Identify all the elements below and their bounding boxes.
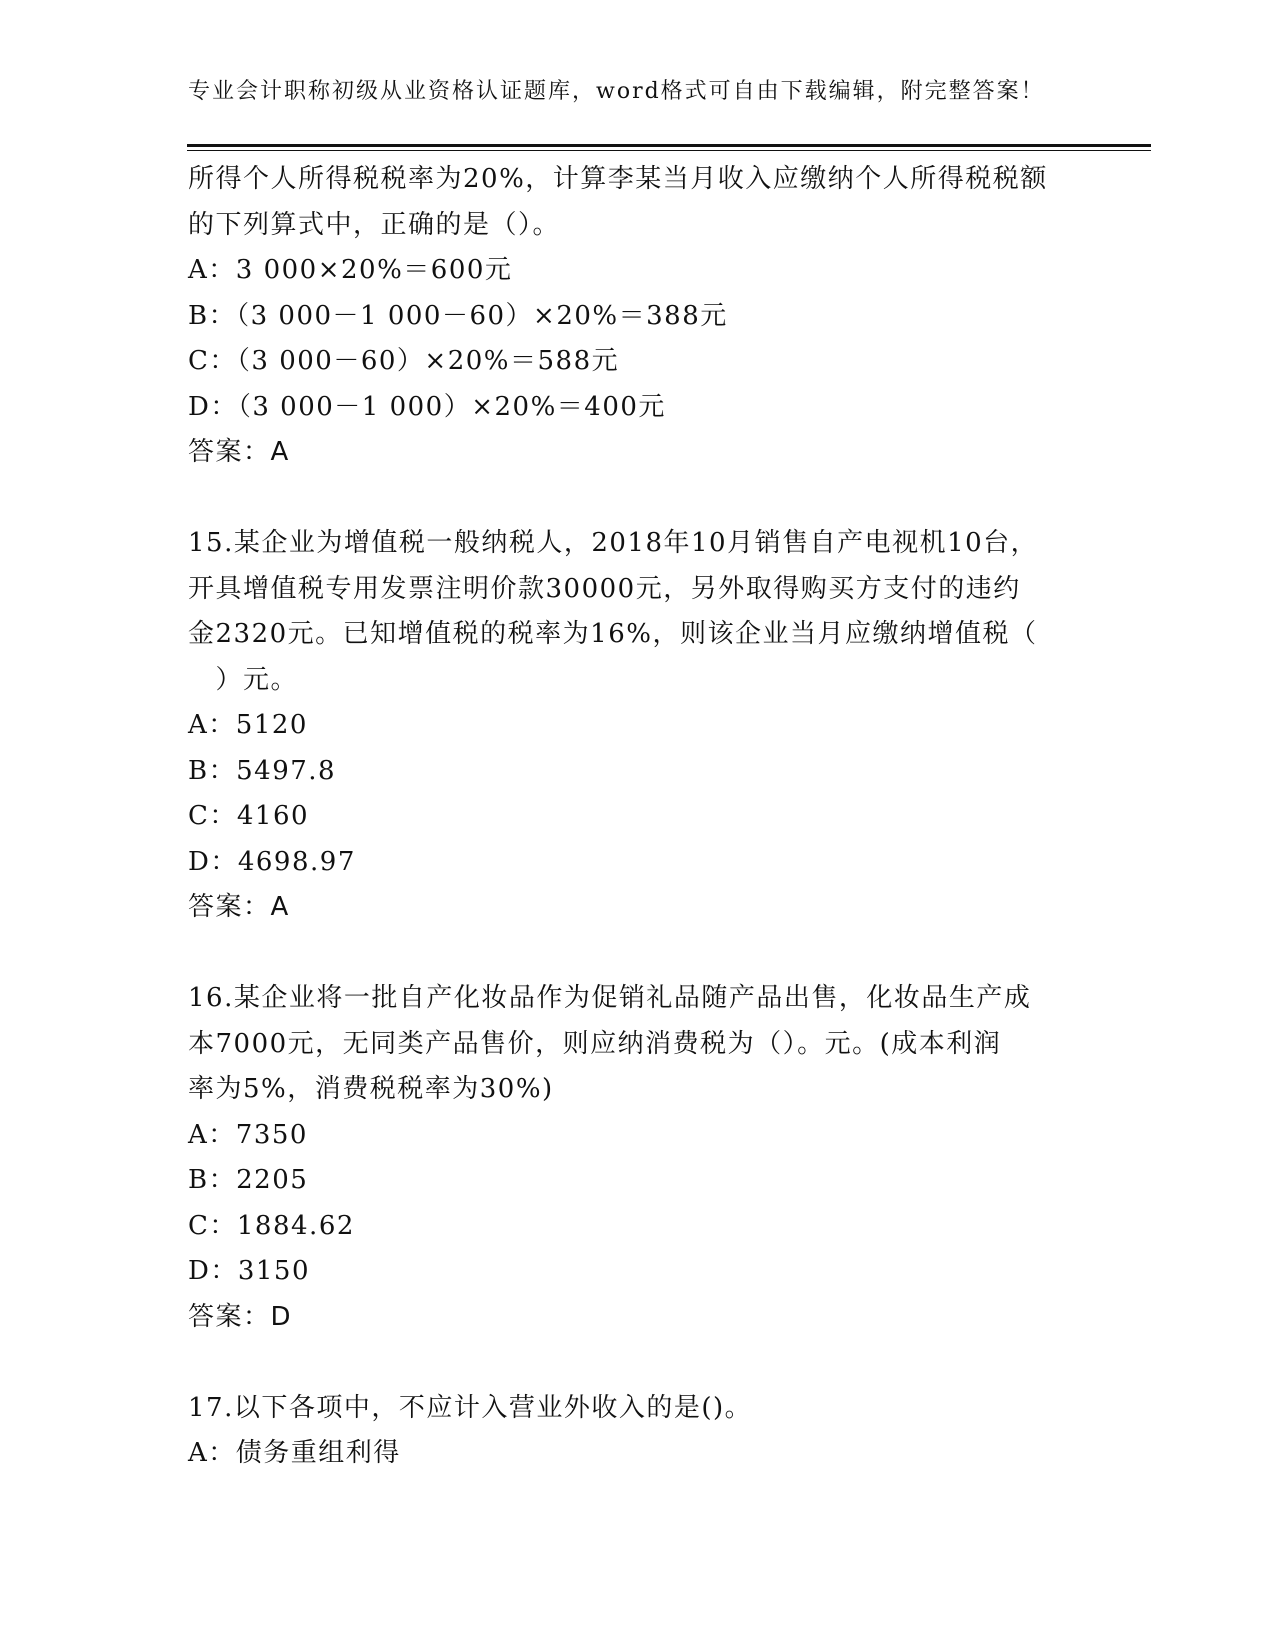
option-c: C：1884.62 <box>188 1210 355 1241</box>
question-stem-line: 金2320元。已知增值税的税率为16%，则该企业当月应缴纳增值税（ <box>188 619 1038 649</box>
option-a: A：债务重组利得 <box>188 1438 401 1468</box>
question-14-continued <box>188 157 1108 476</box>
question-stem-line: 所得个人所得税税率为20%，计算李某当月收入应缴纳个人所得税税额 <box>188 164 1048 194</box>
option-b: B：（3 000－1 000－60）×20%＝388元 <box>188 300 728 331</box>
header-rule-thin <box>187 150 1151 151</box>
question-gap <box>188 476 1108 522</box>
question-stem-line: 开具增值税专用发票注明价款30000元，另外取得购买方支付的违约 <box>188 573 1021 604</box>
option-a: A：7350 <box>188 1119 308 1150</box>
question-stem-line: 16.某企业将一批自产化妆品作为促销礼品随产品出售，化妆品生产成 <box>188 983 1032 1013</box>
question-15 <box>188 521 1108 931</box>
option-c: C：（3 000－60）×20%＝588元 <box>188 346 620 376</box>
question-stem-line: 的下列算式中，正确的是（）。 <box>188 209 561 240</box>
question-stem-line: ）元。 <box>188 664 299 695</box>
question-content <box>188 157 1108 1477</box>
page-header: 专业会计职称初级从业资格认证题库，word格式可自由下载编辑，附完整答案！ <box>188 79 1045 104</box>
option-a: A：5120 <box>188 710 308 740</box>
header-rule <box>187 144 1151 147</box>
question-stem-line: 17.以下各项中，不应计入营业外收入的是()。 <box>188 1392 753 1423</box>
answer-line: 答案：A <box>188 437 290 467</box>
option-a: A：3 000×20%＝600元 <box>188 255 513 285</box>
answer-line: 答案：D <box>188 1301 293 1332</box>
option-d: D：3150 <box>188 1256 311 1286</box>
option-b: B：5497.8 <box>188 755 337 786</box>
question-16 <box>188 976 1108 1340</box>
question-stem-line: 本7000元，无同类产品售价，则应纳消费税为（）。元。(成本利润 <box>188 1028 1002 1059</box>
option-c: C：4160 <box>188 801 310 831</box>
question-stem-line: 15.某企业为增值税一般纳税人，2018年10月销售自产电视机10台， <box>188 528 1039 558</box>
question-gap <box>188 1340 1108 1386</box>
option-d: D：（3 000－1 000）×20%＝400元 <box>188 391 666 422</box>
answer-line: 答案：A <box>188 892 290 922</box>
question-stem-line: 率为5%，消费税税率为30%) <box>188 1074 554 1104</box>
option-b: B：2205 <box>188 1165 309 1195</box>
option-d: D：4698.97 <box>188 846 356 877</box>
question-17 <box>188 1386 1108 1477</box>
question-gap <box>188 931 1108 977</box>
